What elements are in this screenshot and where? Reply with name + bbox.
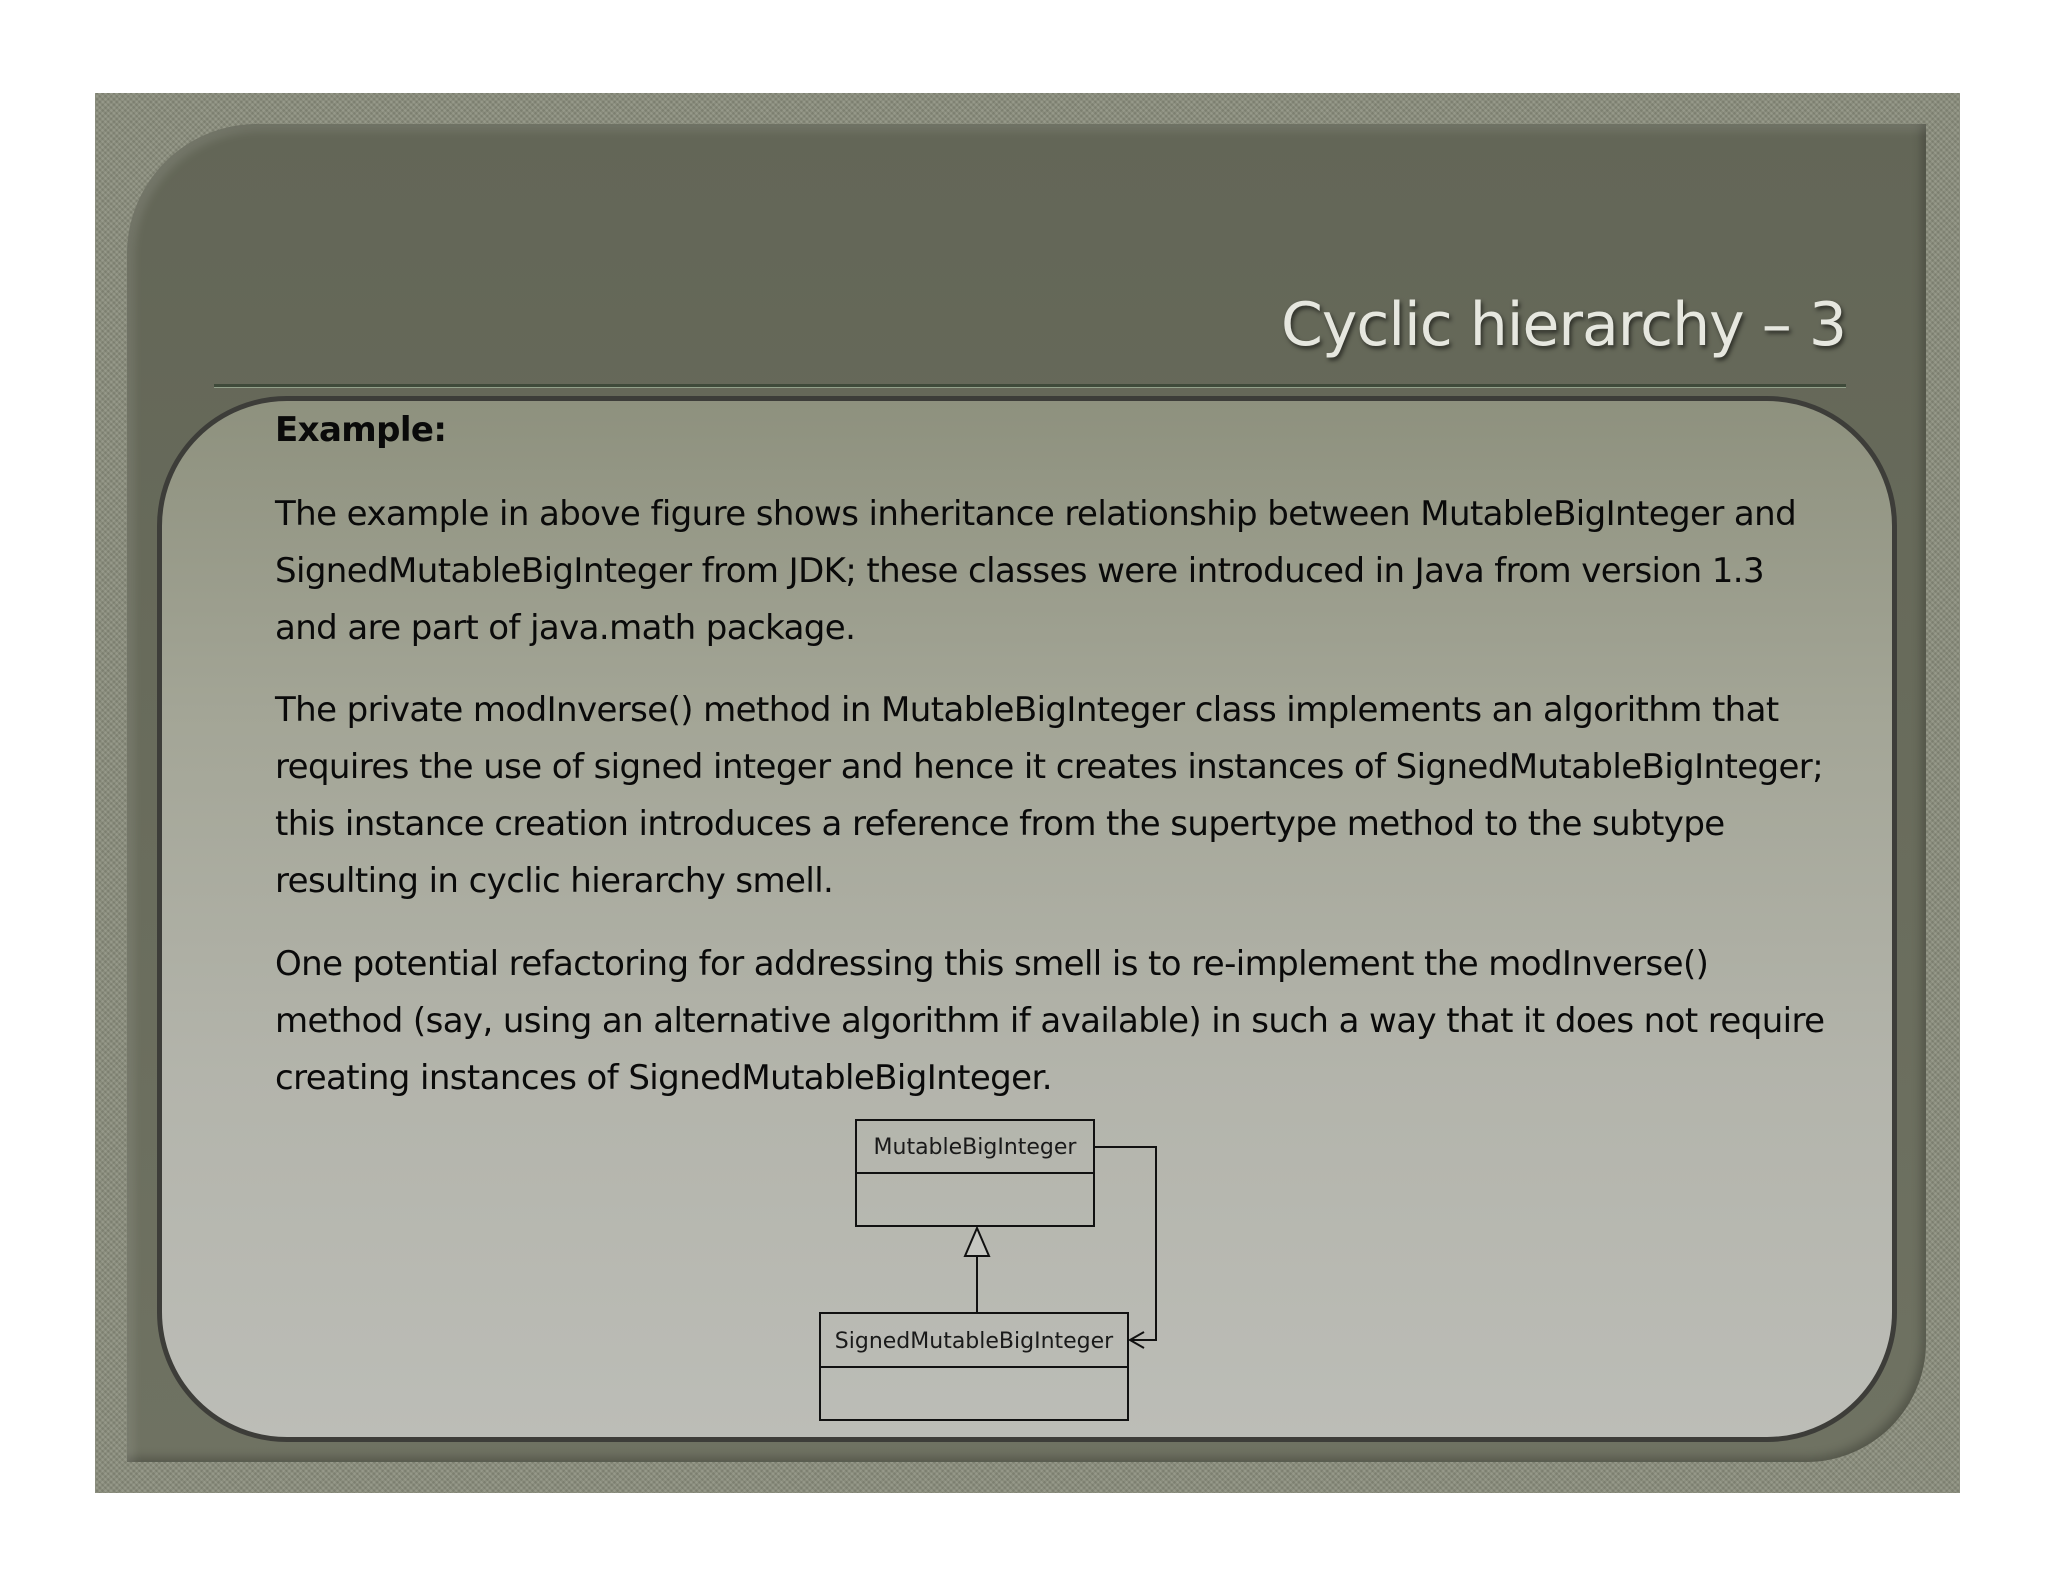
slide-title: Cyclic hierarchy – 3	[1280, 290, 1846, 360]
superclass-name: MutableBigInteger	[873, 1135, 1077, 1160]
uml-class-diagram	[800, 1110, 1220, 1430]
subclass-box	[820, 1313, 1128, 1420]
paragraph-2: The private modInverse() method in MutableBigInteger class implements an algorithm that requires the use of signed integer and hence it creates instances of SignedMutableBigInteger; this instance creation introduces a reference from the supertype method to the subtype resulting in cyclic hierarchy smell.	[275, 690, 1824, 901]
paragraph-1: The example in above figure shows inheritance relationship between MutableBigInteger and SignedMutableBigInteger from JDK; these classes were introduced in Java from version 1.3 and are part of java.math package.	[275, 494, 1797, 648]
example-label: Example:	[275, 410, 447, 450]
superclass-box	[856, 1120, 1094, 1226]
title-divider	[214, 384, 1846, 388]
subclass-name: SignedMutableBigInteger	[834, 1329, 1114, 1354]
paragraph-3: One potential refactoring for addressing this smell is to re-implement the modInverse() method (say, using an alternative algorithm if available) in such a way that it does not require creating instances of SignedMutableBigInteger.	[275, 944, 1825, 1098]
dependency-arrow	[1094, 1147, 1156, 1348]
inheritance-arrow	[965, 1228, 989, 1313]
